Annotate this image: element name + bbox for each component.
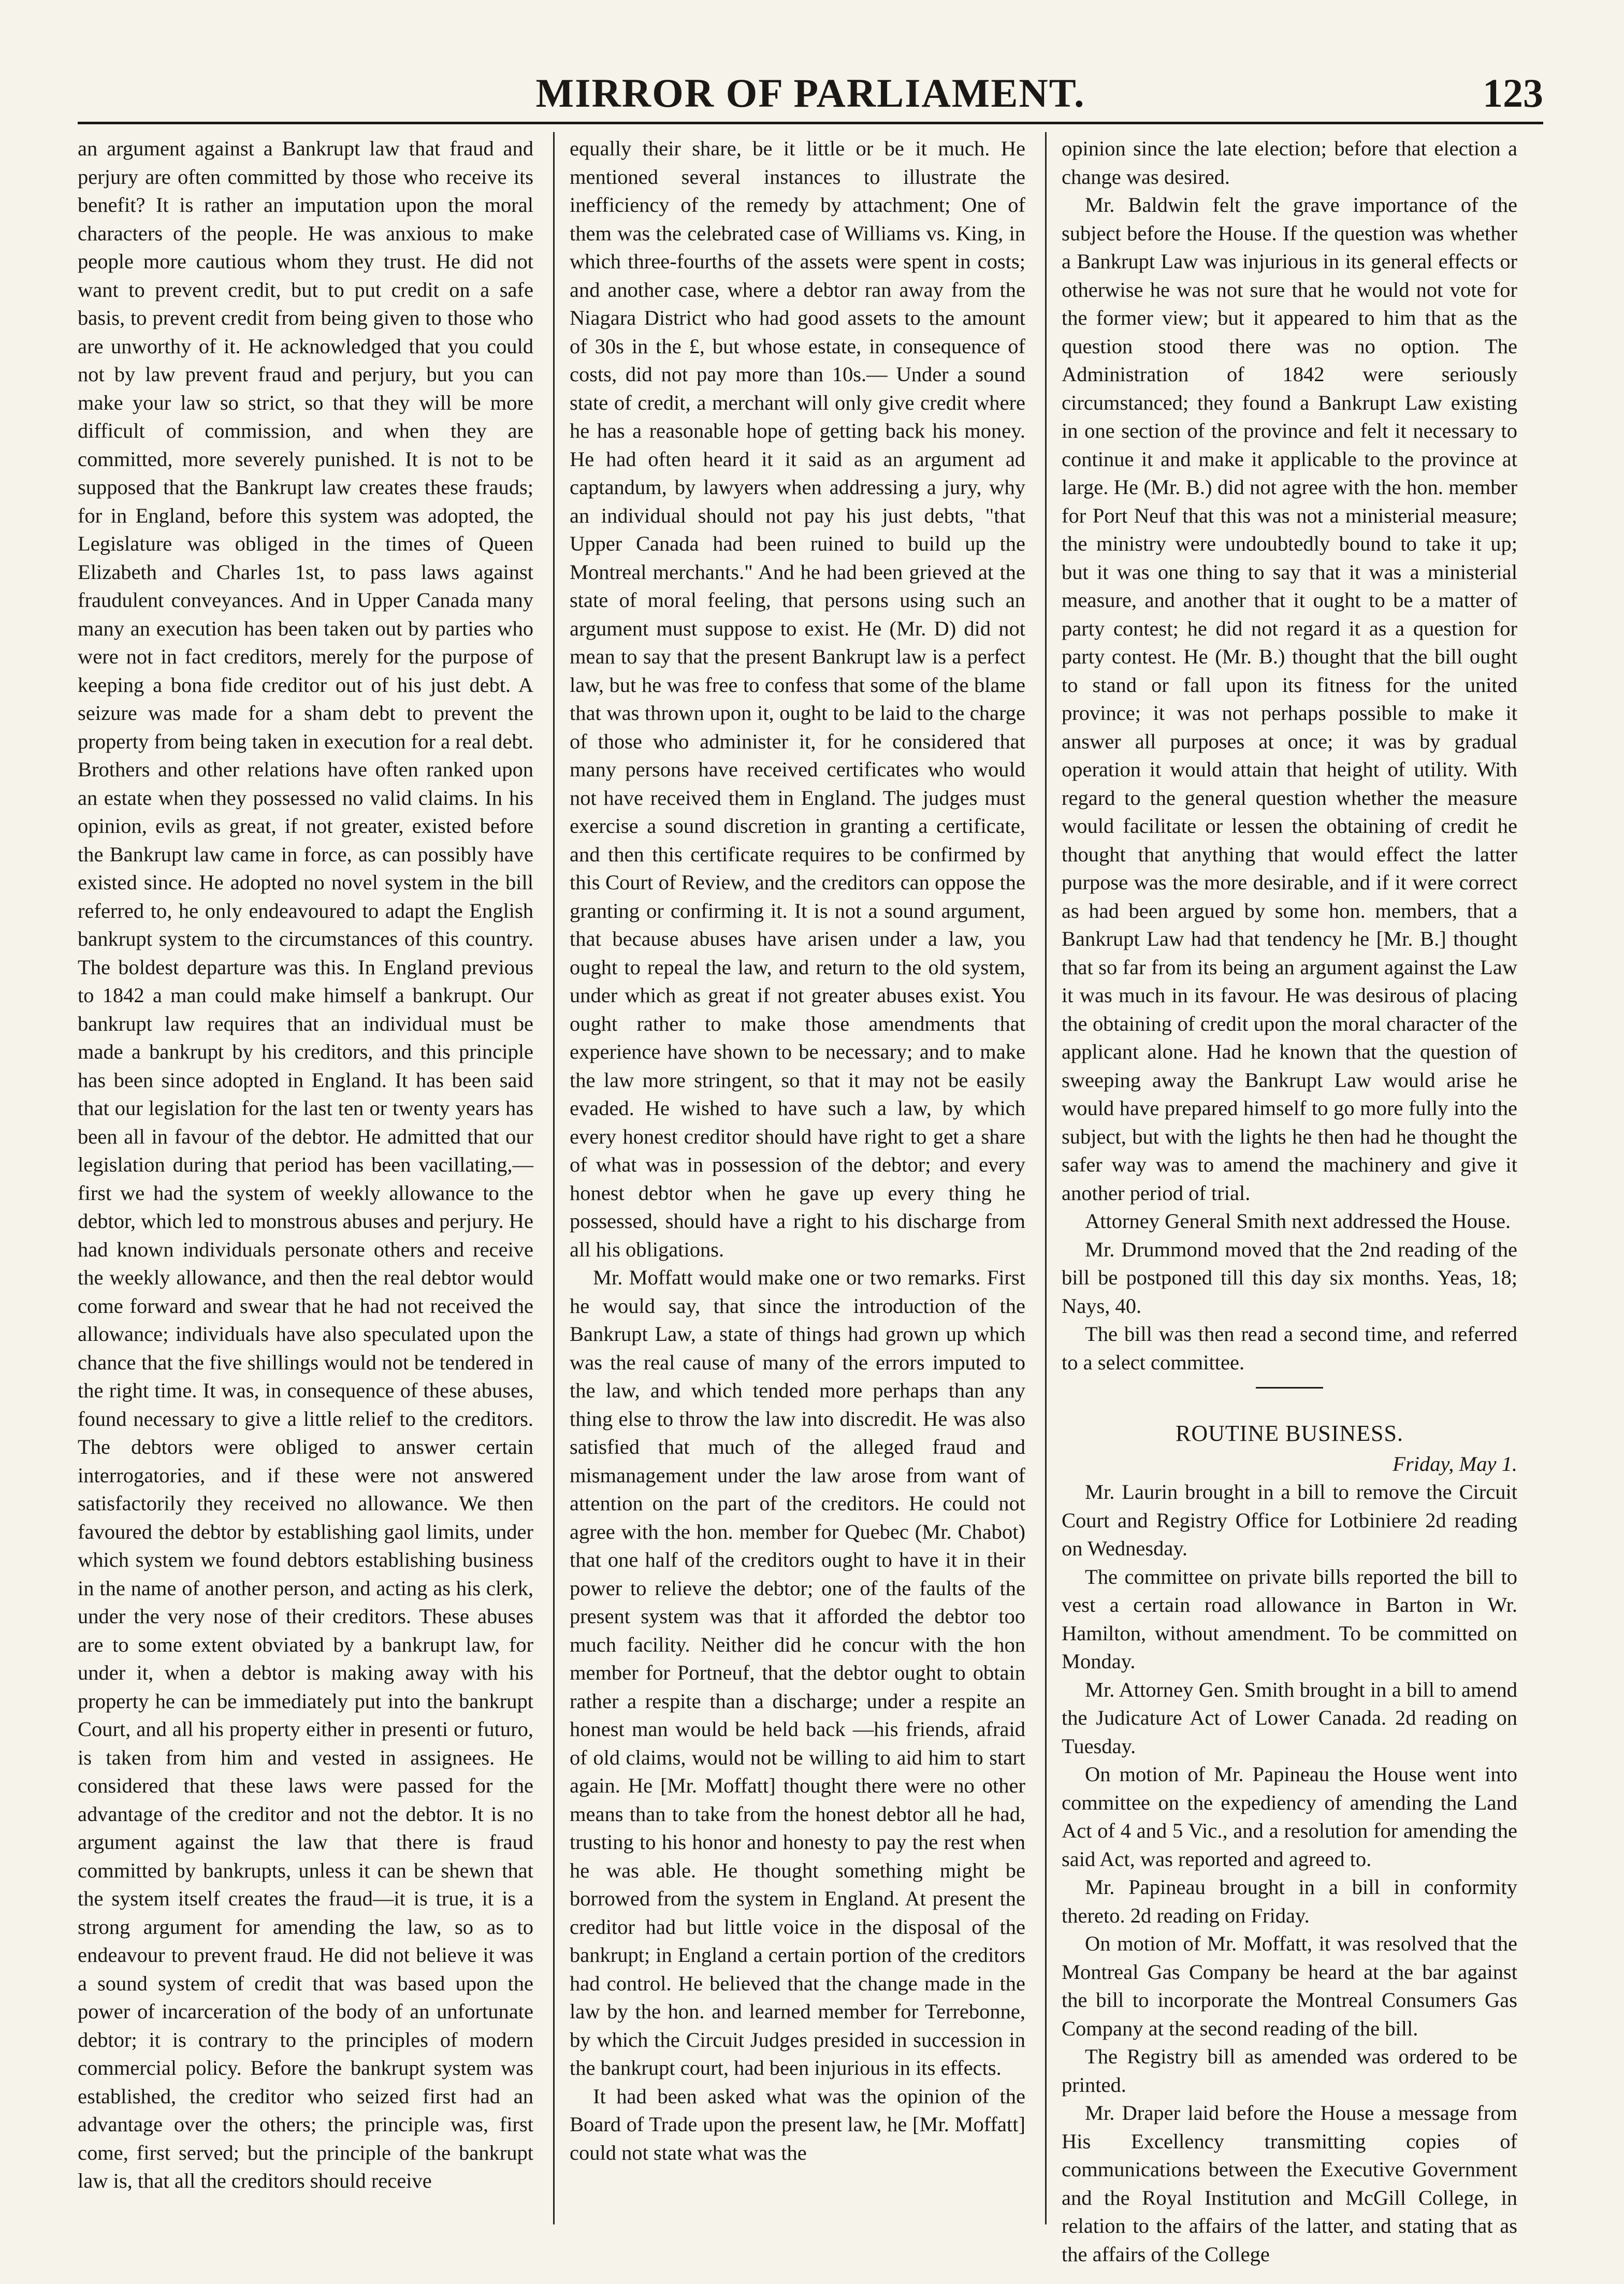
- column-2: [570, 135, 1025, 2222]
- paragraph: an argument against a Bankrupt law that fraud and perjury are often committed by those who receive its benefit? It is rather an imputation upon the moral characters of the people. He was anxious to make people more cautious whom they trust. He did not want to prevent credit, but to put credit on a safe basis, to prevent credit from being given to those who are unworthy of it. He acknowledged that you could not by law prevent fraud and perjury, but you can make your law so strict, so that they will be more difficult of commission, and when they are committed, more severely punished. It is not to be supposed that the Bankrupt law creates these frauds; for in England, before this system was adopted, the Legislature was obliged in the times of Queen Elizabeth and Charles 1st, to pass laws against fraudulent conveyances. And in Upper Canada many many an execution has been taken out by parties who were not in fact creditors, merely for the purpose of keeping a bona fide creditor out of his just debt. A seizure was made for a sham debt to prevent the property from being taken in execution for a real debt. Brothers and other relations have often ranked upon an estate when they possessed no valid claims. In his opinion, evils as great, if not greater, existed before the Bankrupt law came in force, as can possibly have existed since. He adopted no novel system in the bill referred to, he only endeavoured to adapt the English bankrupt system to the circumstances of this country. The boldest departure was this. In England previous to 1842 a man could make himself a bankrupt. Our bankrupt law requires that an individual must be made a bankrupt by his creditors, and this principle has been since adopted in England. It has been said that our legislation for the last ten or twenty years has been all in favour of the debtor. He admitted that our legislation during that period has been vacillating,—first we had the system of weekly allowance to the debtor, which led to monstrous abuses and perjury. He had known individuals personate others and receive the weekly allowance, and then the real debtor would come forward and swear that he had not received the allowance; individuals have also speculated upon the chance that the five shillings would not be tendered in the right time. It was, in consequence of these abuses, found necessary to give a little relief to the creditors. The debtors were obliged to answer certain interrogatories, and if these were not answered satisfactorily they received no allowance. We then favoured the debtor by establishing gaol limits, under which system we found debtors establishing business in the name of another person, and acting as his clerk, under the very nose of their creditors. These abuses are to some extent obviated by a bankrupt law, for under it, when a debtor is making away with his property he can be immediately put into the bankrupt Court, and all his property either in presenti or futuro, is taken from him and vested in assignees. He considered that these laws were passed for the advantage of the creditor and not the debtor. It is no argument against the law that there is fraud committed by bankrupts, unless it can be shewn that the system itself creates the fraud—it is true, it is a strong argument for amending the law, so as to endeavour to prevent fraud. He did not believe it was a sound system of credit that was based upon the power of incarceration of the body of an unfortunate debtor; it is contrary to the principles of modern commercial policy. Before the bankrupt system was established, the creditor who seized first had an advantage over the others; the principle was, first come, first served; but the principle of the bankrupt law is, that all the creditors should receive: [78, 137, 533, 2192]
- routine-item: On motion of Mr. Moffatt, it was resolved that the Montreal Gas Company be heard at the bar against the bill to incorporate the Montreal Consumers Gas Company at the second reading of the bill.: [1062, 1932, 1517, 2040]
- paragraph: equally their share, be it little or be it much. He mentioned several instances to illustrate the inefficiency of the remedy by attachment; One of them was the celebrated case of Williams vs. King, in which three-fourths of the assets were spent in costs; and another case, where a debtor ran away from the Niagara District who had good assets to the amount of 30s in the £, but whose estate, in consequence of costs, did not pay more than 10s.— Under a sound state of credit, a merchant will only give credit where he has a reasonable hope of getting back his money. He had often heard it it said as an argument ad captandum, by lawyers when addressing a jury, why an individual should not pay his just debts, "that Upper Canada had been ruined to build up the Montreal merchants." And he had been grieved at the state of moral feeling, that persons using such an argument must suppose to exist. He (Mr. D) did not mean to say that the present Bankrupt law is a perfect law, but he was free to confess that some of the blame that was thrown upon it, ought to be laid to the charge of those who administer it, for he considered that many persons have received certificates who would not have received them in England. The judges must exercise a sound discretion in granting a certificate, and then this certificate requires to be confirmed by this Court of Review, and the creditors can oppose the granting or confirming it. It is not a sound argument, that because abuses have arisen under a law, you ought to repeal the law, and return to the old system, under which as great if not greater abuses exist. You ought rather to make those amendments that experience have shown to be necessary; and to make the law more stringent, so that it may not be easily evaded. He wished to have such a law, by which every honest creditor should have right to get a share of what was in possession of the debtor; and every honest debtor when he gave up every thing he possessed, should have a right to his discharge from all his obligations.: [570, 137, 1025, 1261]
- page-header: [78, 67, 1543, 119]
- routine-item: Mr. Papineau brought in a bill in conformity thereto. 2d reading on Friday.: [1062, 1875, 1517, 1927]
- paragraph: Mr. Baldwin felt the grave importance of the subject before the House. If the question was whether a Bankrupt Law was injurious in its general effects or otherwise he was not sure that he would not vote for the former view; but it appeared to him that as the question stood there was no option. The Administration of 1842 were seriously circumstanced; they found a Bankrupt Law existing in one section of the province and felt it necessary to continue it and make it applicable to the province at large. He (Mr. B.) did not agree with the hon. member for Port Neuf that this was not a ministerial measure; the ministry were undoubtedly bound to take it up; but it was one thing to say that it was a ministerial measure, and another that it ought to be a matter of party contest; he did not regard it as a question for party contest. He (Mr. B.) thought that the bill ought to stand or fall upon its fitness for the united province; it was not perhaps possible to make it answer all purposes at once; it was by gradual operation it would attain that height of utility. With regard to the general question whether the measure would facilitate or lessen the obtaining of credit he thought that anything that would effect the latter purpose was the more desirable, and if it were correct as had been argued by some hon. members, that a Bankrupt Law had that tendency he [Mr. B.] thought that so far from its being an argument against the Law it was much in its favour. He was desirous of placing the obtaining of credit upon the moral character of the applicant alone. Had he known that the question of sweeping away the Bankrupt Law would arise he would have prepared himself to go more fully into the subject, but with the lights he then had he thought the safer way was to amend the machinery and give it another period of trial.: [1062, 193, 1517, 1205]
- paragraph: The bill was then read a second time, and referred to a select committee.: [1062, 1322, 1517, 1374]
- section-heading: ROUTINE BUSINESS.: [1176, 1421, 1403, 1446]
- routine-item: The committee on private bills reported the bill to vest a certain road allowance in Barton in Wr. Hamilton, without amendment. To be committed on Monday.: [1062, 1565, 1517, 1673]
- paragraph: Attorney General Smith next addressed the House.: [1085, 1209, 1511, 1233]
- column-divider: [553, 132, 555, 2224]
- routine-item: Mr. Laurin brought in a bill to remove the Circuit Court and Registry Office for Lotbiniere 2d reading on Wednesday.: [1062, 1480, 1517, 1560]
- publication-title: MIRROR OF PARLIAMENT.: [535, 70, 1085, 115]
- paragraph: Mr. Moffatt would make one or two remarks. First he would say, that since the introduction of the Bankrupt Law, a state of things had grown up which was the real cause of many of the errors imputed to the law, and which tended more perhaps than any thing else to throw the law into discredit. He was also satisfied that much of the alleged fraud and mismanagement under the law arose from want of attention on the part of the creditors. He could not agree with the hon. member for Quebec (Mr. Chabot) that one half of the creditors ought to have it in their power to relieve the debtor; one of the faults of the present system was that it afforded the debtor too much facility. Neither did he concur with the hon member for Portneuf, that the debtor ought to obtain rather a respite than a discharge; under a respite an honest man would be held back —his friends, afraid of old claims, would not be willing to aid him to start again. He [Mr. Moffatt] thought there were no other means than to take from the honest debtor all he had, trusting to his honor and honesty to pay the rest when he was able. He thought something might be borrowed from the system in England. At present the creditor had but little voice in the disposal of the bankrupt; in England a certain portion of the creditors had control. He believed that the change made in the law by the hon. and learned member for Terrebonne, by which the Circuit Judges presided in succession in the bankrupt court, had been injurious in its effects.: [570, 1266, 1025, 2079]
- section-rule: [1256, 1387, 1323, 1389]
- routine-item: The Registry bill as amended was ordered to be printed.: [1062, 2045, 1517, 2097]
- routine-item: Mr. Draper laid before the House a message from His Excellency transmitting copies of communications between the Executive Government and the Royal Institution and McGill College, in relation to the affairs of the latter, and stating that as the affairs of the College: [1062, 2101, 1517, 2266]
- header-rule: [78, 122, 1543, 124]
- page-number: 123: [1483, 70, 1543, 115]
- paragraph: opinion since the late election; before that election a change was desired.: [1062, 137, 1517, 189]
- column-1: [78, 135, 533, 2222]
- column-divider: [1045, 132, 1047, 2224]
- dateline: Friday, May 1.: [1393, 1452, 1517, 1476]
- column-3: [1062, 135, 1517, 2266]
- routine-item: On motion of Mr. Papineau the House went into committee on the expediency of amending the Land Act of 4 and 5 Vic., and a resolution for amending the said Act, was reported and agreed to.: [1062, 1762, 1517, 1871]
- paragraph: Mr. Drummond moved that the 2nd reading of the bill be postponed till this day six months. Yeas, 18; Nays, 40.: [1062, 1237, 1517, 1318]
- paragraph: It had been asked what was the opinion of the Board of Trade upon the present law, he [Mr. Moffatt] could not state what was the: [570, 2084, 1025, 2164]
- routine-item: Mr. Attorney Gen. Smith brought in a bill to amend the Judicature Act of Lower Canada. 2d reading on Tuesday.: [1062, 1678, 1517, 1758]
